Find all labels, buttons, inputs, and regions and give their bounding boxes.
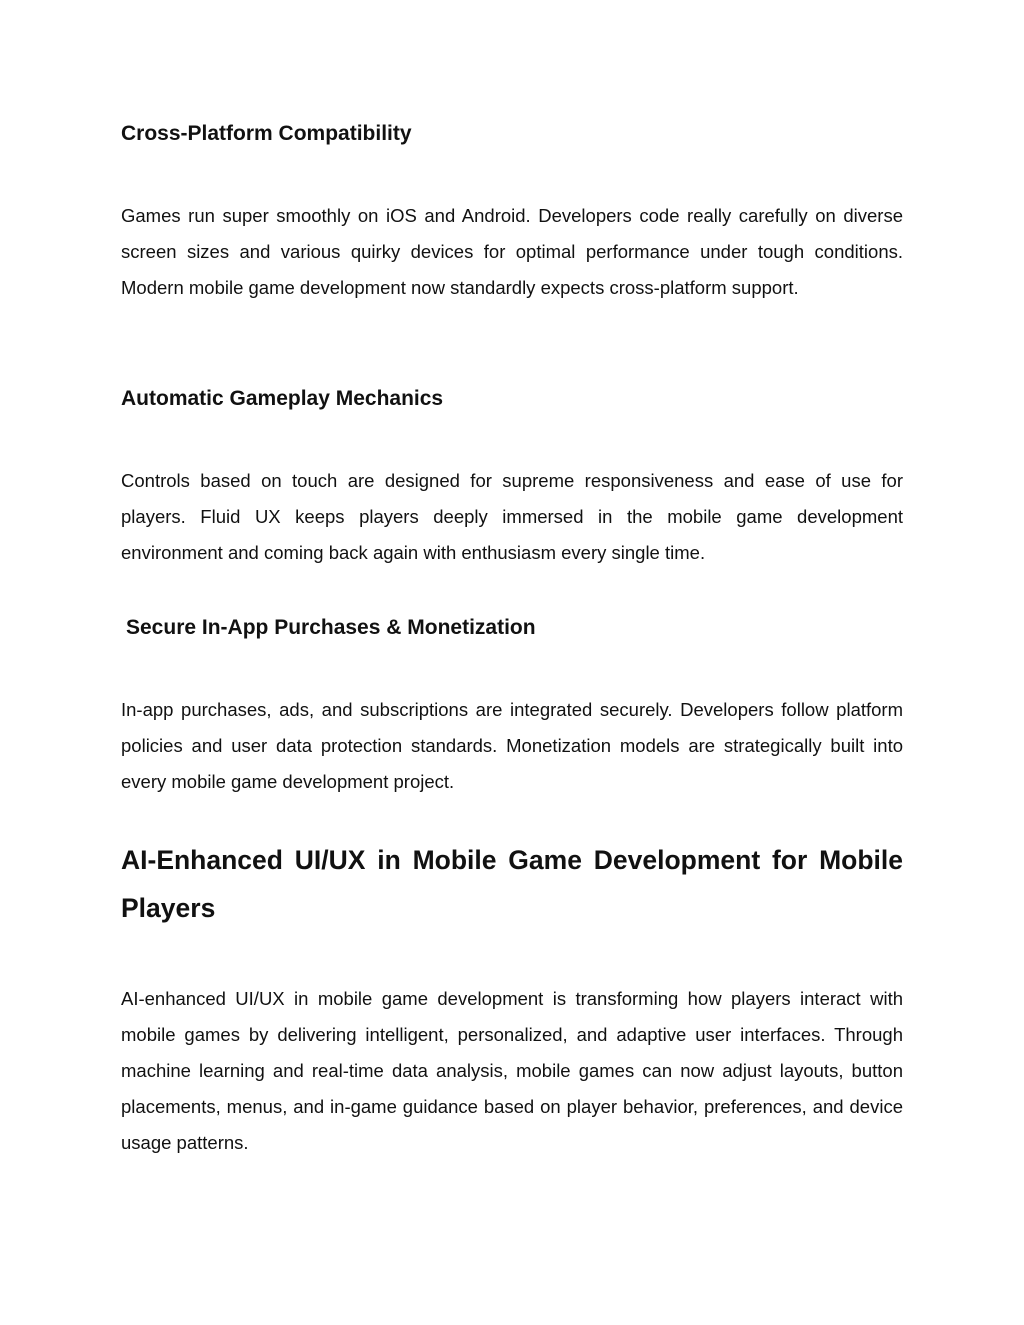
- section-cross-platform-body: [121, 198, 903, 306]
- section-paragraph: Controls based on touch are designed for supreme responsiveness and ease of use for players. Fluid UX keeps players deeply immersed in the mobile game development environment and coming back again with enthusiasm every single time.: [121, 470, 903, 563]
- section-gameplay: [121, 385, 903, 413]
- main-paragraph: AI-enhanced UI/UX in mobile game development is transforming how players interact with mobile games by delivering intelligent, personalized, and adaptive user interfaces. Through machine learning and real-time data analysis, mobile games can now adjust layouts, button placements, menus, and in-game guidance based on player behavior, preferences, and device usage patterns.: [121, 988, 903, 1153]
- section-purchases-body: [121, 692, 903, 800]
- section-paragraph: In-app purchases, ads, and subscriptions are integrated securely. Developers follow platform policies and user data protection standards. Monetization models are strategically built into every mobile game development project.: [121, 699, 903, 792]
- section-ai-uiux-body: [121, 981, 903, 1161]
- section-heading: Automatic Gameplay Mechanics: [121, 387, 444, 410]
- section-ai-uiux: [121, 836, 903, 932]
- main-heading: AI-Enhanced UI/UX in Mobile Game Development for Mobile Players: [121, 845, 903, 923]
- section-gameplay-body: [121, 463, 903, 571]
- section-purchases: [126, 614, 908, 642]
- section-heading: Cross-Platform Compatibility: [121, 122, 412, 145]
- section-heading: Secure In-App Purchases & Monetization: [126, 616, 536, 639]
- section-paragraph: Games run super smoothly on iOS and Android. Developers code really carefully on diverse screen sizes and various quirky devices for optimal performance under tough conditions. Modern mobile game development now standardly expects cross-platform support.: [121, 205, 903, 298]
- section-cross-platform: [121, 120, 903, 148]
